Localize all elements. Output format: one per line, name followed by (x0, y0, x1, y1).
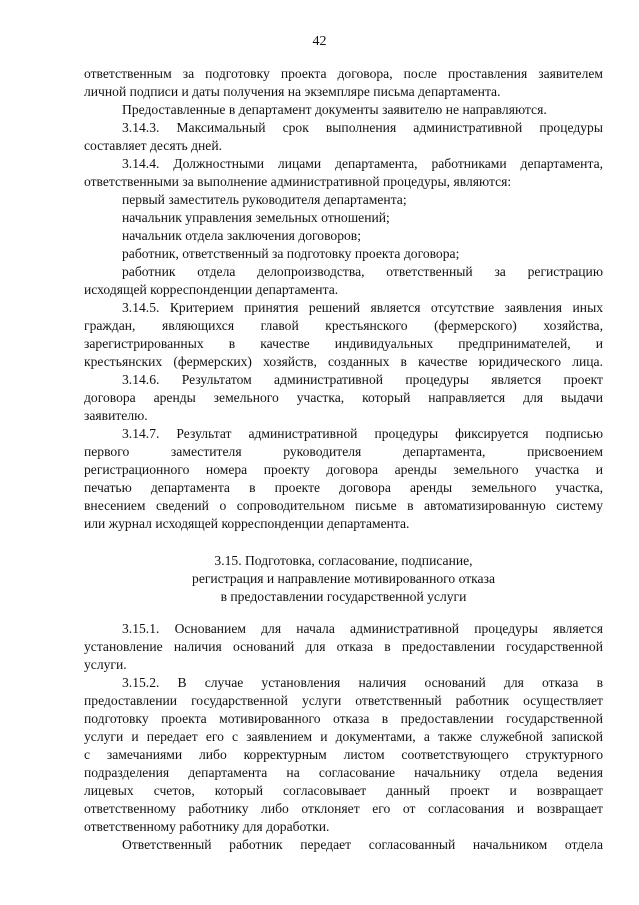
body-text-line: граждан, являющихся главой крестьянского (фермерского) хозяйства, (84, 318, 603, 333)
body-text-line: исходящей корреспонденции департамента. (84, 282, 339, 297)
body-text-line: подразделения департамента на согласование начальнику отдела ведения (84, 765, 603, 780)
body-text-line: услуги. (84, 657, 127, 672)
body-text-line: начальник управления земельных отношений; (122, 210, 390, 225)
body-text-line: зарегистрированных в качестве индивидуальных предпринимателей, и (84, 336, 603, 351)
section-heading-line: в предоставлении государственной услуги (220, 589, 467, 604)
body-text-line: работник, ответственный за подготовку проекта договора; (122, 246, 460, 261)
body-text-line: с замечаниями либо корректурным листом соответствующего структурного (84, 747, 603, 762)
body-text-line: ответственному работнику для доработки. (84, 819, 330, 834)
body-text-line: 3.15.2. В случае установления наличия оснований для отказа в (122, 675, 603, 690)
body-text-line: 3.14.3. Максимальный срок выполнения административной процедуры (122, 120, 603, 135)
body-text-line: крестьянских (фермерских) хозяйств, созданных в качестве юридического лица. (84, 354, 603, 369)
body-text-line: предоставлении государственной услуги ответственный работник осуществляет (84, 693, 603, 708)
body-text-line: первого заместителя руководителя департамента, присвоением (84, 444, 603, 459)
body-text-line: печатью департамента в проекте договора аренды земельного участка, (84, 480, 603, 495)
body-text-line: работник отдела делопроизводства, ответственный за регистрацию (122, 264, 603, 279)
body-text-line: подготовку проекта мотивированного отказа в предоставлении государственной (84, 711, 603, 726)
body-text-line: услуги и передает его с заявлением и документами, а также служебной запиской (84, 729, 603, 744)
body-text-line: лицевых счетов, который согласовывает данный проект и возвращает (84, 783, 603, 798)
body-text-line: ответственному работнику либо отклоняет его от согласования и возвращает (84, 801, 603, 816)
body-text-line: договора аренды земельного участка, который направляется для выдачи (84, 390, 603, 405)
body-text-line: внесением сведений о сопроводительном письме в автоматизированную систему (84, 498, 603, 513)
body-text-line: 3.14.5. Критерием принятия решений является отсутствие заявления иных (122, 300, 603, 315)
body-text-line: ответственными за выполнение административной процедуры, являются: (84, 174, 512, 189)
body-text-line: установление наличия оснований для отказа в предоставлении государственной (84, 639, 603, 654)
body-text-line: составляет десять дней. (84, 138, 223, 153)
body-text-line: заявителю. (84, 408, 148, 423)
body-text-line: личной подписи и даты получения на экземпляре письма департамента. (84, 84, 501, 99)
body-text-line: Предоставленные в департамент документы заявителю не направляются. (122, 102, 547, 117)
body-text-line: Ответственный работник передает согласованный начальником отдела (122, 837, 603, 852)
body-text-line: 3.15.1. Основанием для начала административной процедуры является (122, 621, 603, 636)
body-text-line: первый заместитель руководителя департамента; (122, 192, 407, 207)
body-text-line: 3.14.7. Результат административной процедуры фиксируется подписью (122, 426, 603, 441)
body-text-line: начальник отдела заключения договоров; (122, 228, 361, 243)
body-text-line: ответственным за подготовку проекта договора, после проставления заявителем (84, 66, 603, 81)
body-text-line: или журнал исходящей корреспонденции департамента. (84, 516, 410, 531)
page-number: 42 (312, 34, 327, 49)
body-text-line: 3.14.4. Должностными лицами департамента, работниками департамента, (122, 156, 603, 171)
body-text-line: регистрационного номера проекту договора аренды земельного участка и (84, 462, 603, 477)
section-heading-line: регистрация и направление мотивированного отказа (192, 571, 495, 586)
section-heading-line: 3.15. Подготовка, согласование, подписание, (214, 553, 473, 568)
body-text-line: 3.14.6. Результатом административной процедуры является проект (122, 372, 603, 387)
